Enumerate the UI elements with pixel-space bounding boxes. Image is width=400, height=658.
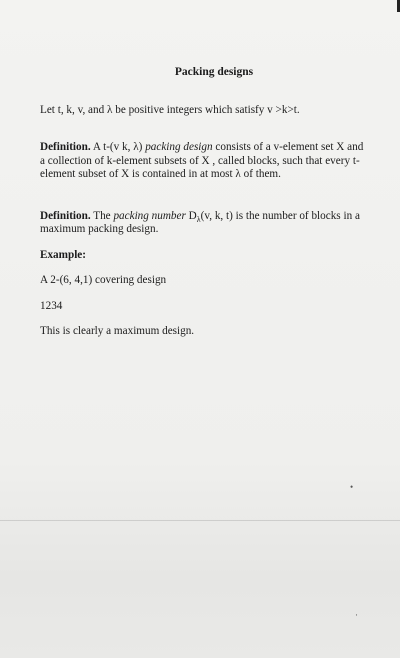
- definition-text-pre: The: [90, 209, 114, 222]
- scan-speck: •: [350, 482, 354, 492]
- definition-term: packing number: [113, 209, 186, 222]
- definition-term: packing design: [145, 141, 213, 153]
- scan-speck: ·: [355, 610, 358, 620]
- intro-paragraph: Let t, k, v, and λ be positive integers which satisfy v >k>t.: [40, 103, 300, 116]
- definition-text-post: (v, k, t) is the number of blocks in a maximum packing design.: [40, 209, 360, 235]
- example-block-line: 1234: [40, 299, 63, 312]
- scan-band: [0, 520, 400, 521]
- definition-packing-number: [40, 210, 370, 237]
- example-heading: Example:: [40, 248, 86, 261]
- example-conclusion-line: This is clearly a maximum design.: [40, 325, 195, 337]
- definition-label: Definition.: [40, 209, 91, 222]
- example-design-line: A 2-(6, 4,1) covering design: [40, 274, 167, 286]
- definition-text-post: consists of a v-element set X and a collection of k-element subsets of X , called blocks, such that every t-element subset of X is contained in at most λ of them.: [40, 141, 364, 180]
- definition-label: Definition.: [40, 141, 91, 153]
- packing-number-symbol: D: [185, 209, 197, 222]
- definition-text-pre: A t-(v k, λ): [90, 141, 146, 153]
- page-title: Packing designs: [174, 66, 254, 78]
- definition-packing-design: [40, 141, 370, 182]
- document-body: [40, 66, 370, 351]
- lambda-subscript: λ: [196, 214, 201, 224]
